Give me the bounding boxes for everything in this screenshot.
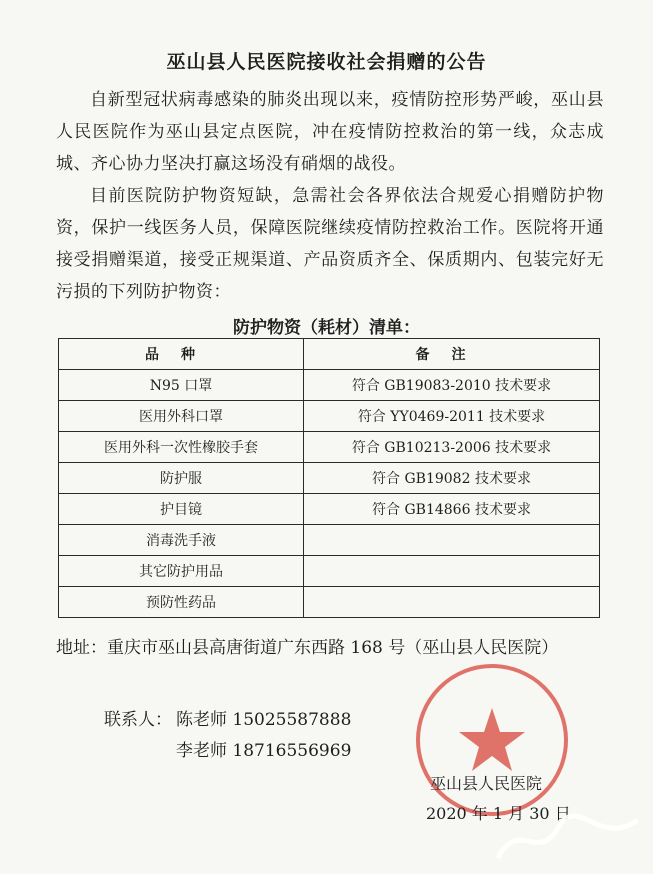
table-cell-item: 防护服 (59, 463, 304, 494)
table-row (59, 432, 600, 463)
table-cell-remark: 符合 GB19082 技术要求 (304, 463, 600, 494)
table-row (59, 370, 600, 401)
table-row (59, 401, 600, 432)
list-title: 防护物资（耗材）清单： (233, 318, 420, 338)
header-remark: 备注 (304, 339, 600, 370)
table-cell-item: 其它防护用品 (59, 556, 304, 587)
paragraph-1: 自新型冠状病毒感染的肺炎出现以来，疫情防控形势严峻，巫山县人民医院作为巫山县定点医院，冲在疫情防控救治的第一线，众志成城、齐心协力坚决打赢这场没有硝烟的战役。 (56, 90, 604, 174)
table-row (59, 587, 600, 618)
watermark-logo-icon (488, 808, 648, 868)
table-row (59, 463, 600, 494)
signature-org: 巫山县人民医院 (430, 774, 543, 793)
table-cell-item: 预防性药品 (59, 587, 304, 618)
signature-date: 2020 年 1 月 30 日 (426, 804, 571, 823)
contact-label: 联系人： (104, 710, 172, 730)
table-cell-item: 消毒洗手液 (59, 525, 304, 556)
paragraph-2: 目前医院防护物资短缺，急需社会各界依法合规爱心捐赠防护物资，保护一线医务人员，保障医院继续疫情防控救治工作。医院将开通接受捐赠渠道，接受正规渠道、产品资质齐全、保质期内、包装完好无污损的下列防护物资： (56, 186, 604, 302)
address: 地址：重庆市巫山县高唐街道广东西路 168 号（巫山县人民医院） (56, 638, 559, 658)
hospital-seal-icon (412, 660, 572, 820)
header-item: 品种 (59, 339, 304, 370)
table-cell-remark: 符合 GB19083-2010 技术要求 (304, 370, 600, 401)
notice-title: 巫山县人民医院接收社会捐赠的公告 (166, 51, 487, 73)
table-row (59, 556, 600, 587)
table-cell-remark: 符合 GB14866 技术要求 (304, 494, 600, 525)
table-header-row (59, 339, 600, 370)
table-cell-item: N95 口罩 (59, 370, 304, 401)
table-cell-item: 医用外科口罩 (59, 401, 304, 432)
contact-2: 李老师 18716556969 (176, 741, 352, 761)
table-cell-item: 医用外科一次性橡胶手套 (59, 432, 304, 463)
table-cell-remark (304, 587, 600, 618)
table-cell-item: 护目镜 (59, 494, 304, 525)
table-cell-remark: 符合 GB10213-2006 技术要求 (304, 432, 600, 463)
table-cell-remark (304, 525, 600, 556)
table-cell-remark: 符合 YY0469-2011 技术要求 (304, 401, 600, 432)
table-row (59, 494, 600, 525)
table-row (59, 525, 600, 556)
table-cell-remark (304, 556, 600, 587)
contact-1: 陈老师 15025587888 (176, 710, 352, 730)
supplies-table (58, 338, 600, 618)
